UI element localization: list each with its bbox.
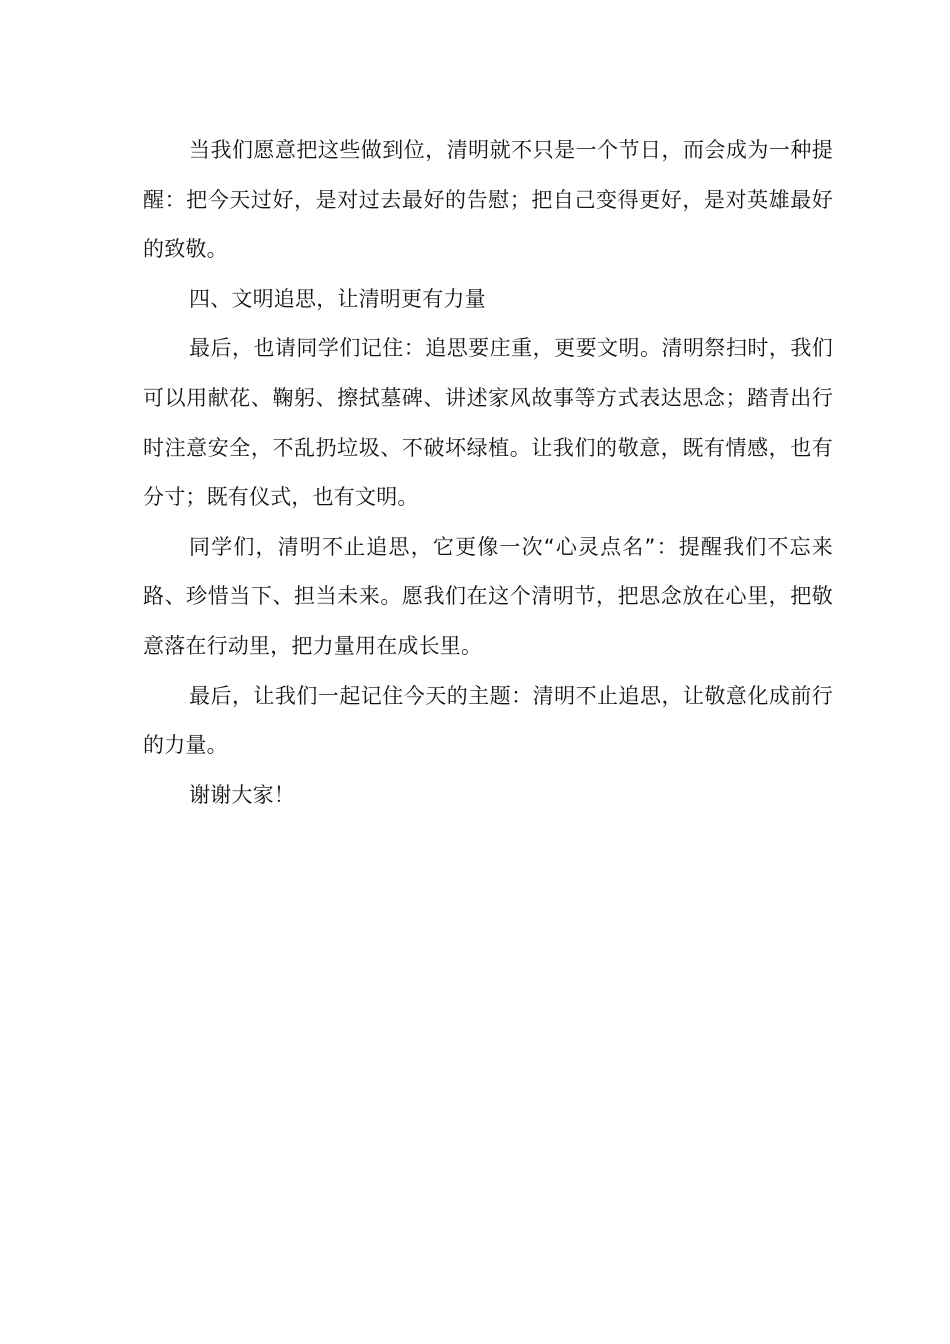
paragraph-closing-reflection: 当我们愿意把这些做到位，清明就不只是一个节日，而会成为一种提醒：把今天过好，是对过去最好的告慰；把自己变得更好，是对英雄最好的致敬。	[143, 138, 833, 262]
paragraph-thanks: 谢谢大家！	[189, 782, 295, 807]
paragraph-civilized-remembrance: 最后，也请同学们记住：追思要庄重，更要文明。清明祭扫时，我们可以用献花、鞠躬、擦拭墓碑、讲述家风故事等方式表达思念；踏青出行时注意安全，不乱扔垃圾、不破坏绿植。让我们的敬意，既有情感，也有分寸；既有仪式，也有文明。	[143, 336, 833, 510]
document-body	[143, 126, 833, 820]
paragraph-theme-summary: 最后，让我们一起记住今天的主题：清明不止追思，让敬意化成前行的力量。	[143, 683, 833, 758]
section-heading-civilized-remembrance: 四、文明追思，让清明更有力量	[189, 286, 486, 311]
paragraph-spiritual-roll-call: 同学们，清明不止追思，它更像一次“心灵点名”：提醒我们不忘来路、珍惜当下、担当未来。愿我们在这个清明节，把思念放在心里，把敬意落在行动里，把力量用在成长里。	[143, 534, 833, 658]
